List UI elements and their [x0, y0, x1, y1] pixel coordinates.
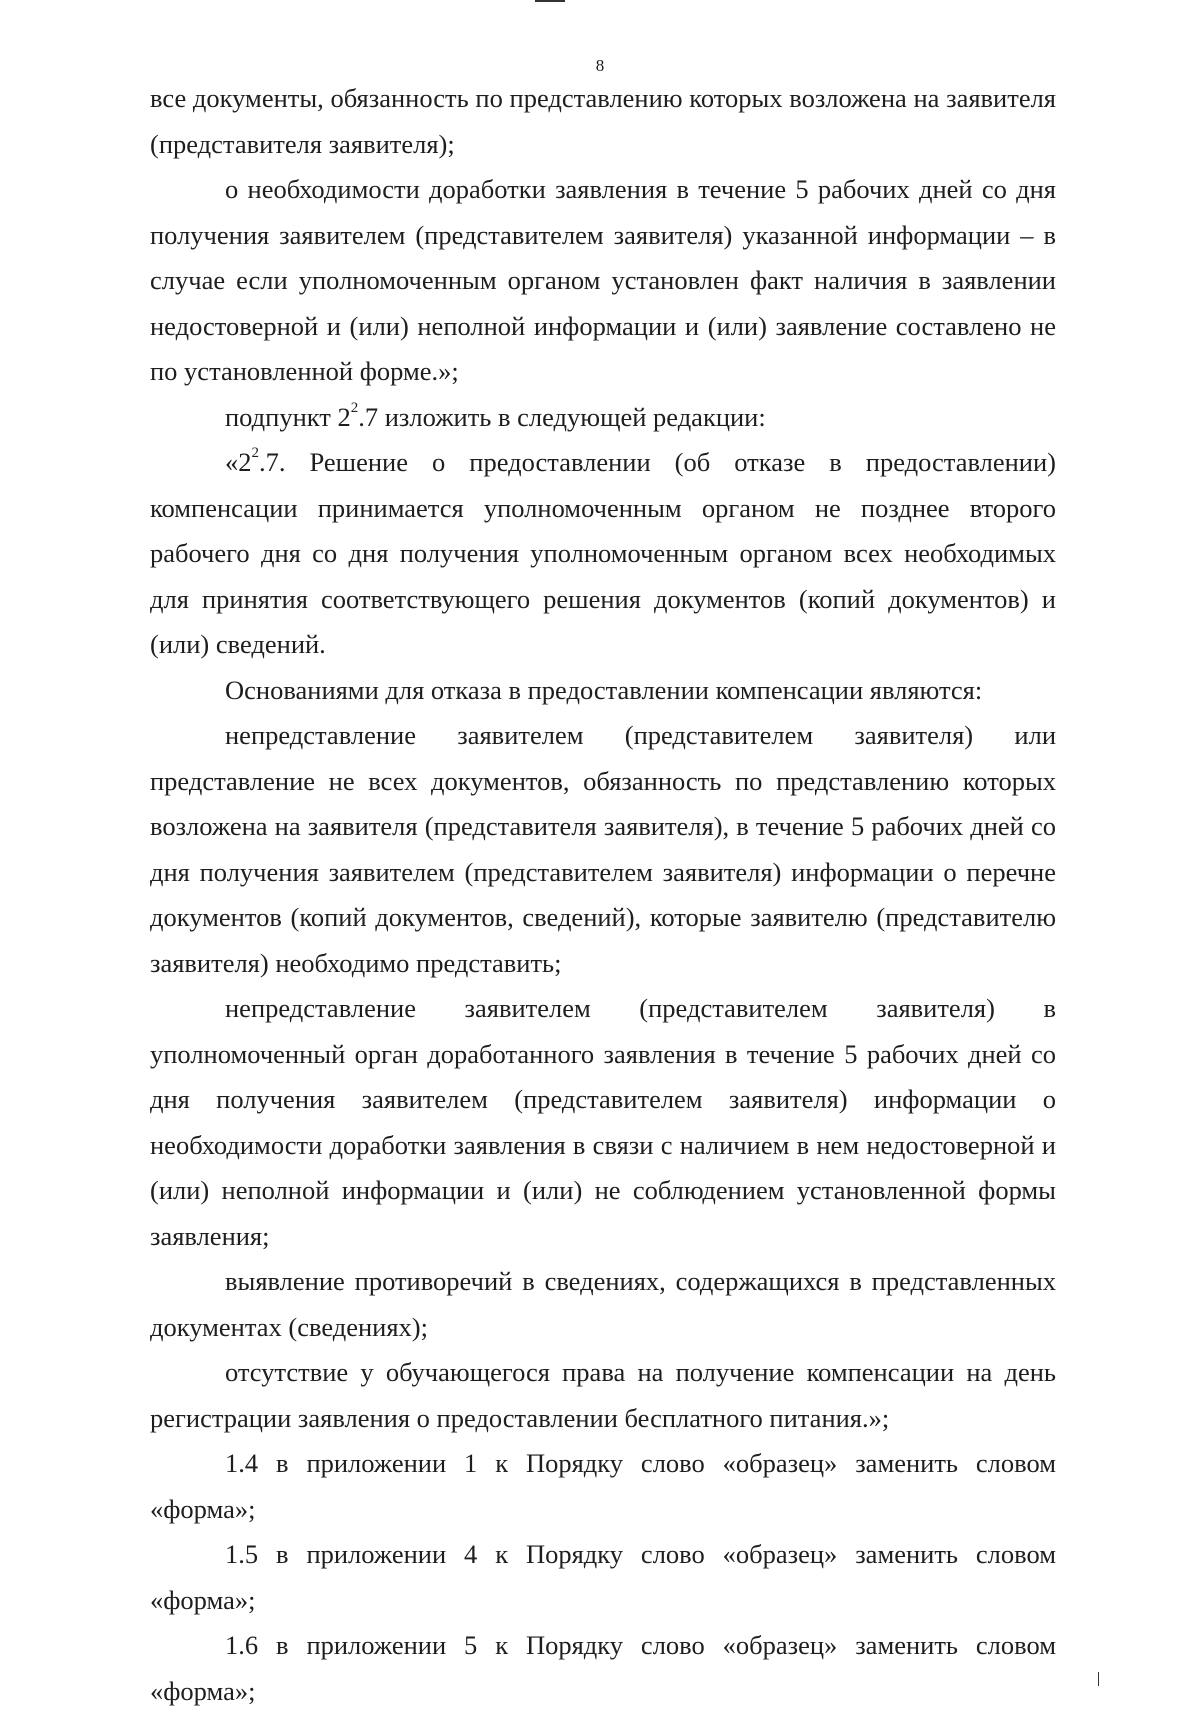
paragraph: 1.6 в приложении 5 к Порядку слово «образец» заменить словом «форма»;: [150, 1630, 1056, 1706]
paragraph: выявление противоречий в сведениях, содержащихся в представленных документах (сведениях);: [150, 1266, 1056, 1342]
paragraph-text: .7 изложить в следующей редакции:: [358, 401, 766, 432]
document-body: [150, 76, 1056, 1714]
paragraph: 1.4 в приложении 1 к Порядку слово «образец» заменить словом «форма»;: [150, 1448, 1056, 1524]
paragraph: непредставление заявителем (представителем заявителя) в уполномоченный орган доработанного заявления в течение 5 рабочих дней со дня получения заявителем (представителем заявителя) информации о необходимости доработки заявления в связи с наличием в нем недостоверной и (или) неполной информации и (или) не соблюдением установленной формы заявления;: [150, 993, 1056, 1251]
paragraph: все документы, обязанность по представлению которых возложена на заявителя (представителя заявителя);: [150, 83, 1056, 159]
paragraph-text: подпункт 2: [225, 401, 351, 432]
paragraph: отсутствие у обучающегося права на получение компенсации на день регистрации заявления о предоставлении бесплатного питания.»;: [150, 1357, 1056, 1433]
paragraph: 1.5 в приложении 4 к Порядку слово «образец» заменить словом «форма»;: [150, 1539, 1056, 1615]
paragraph: Основаниями для отказа в предоставлении компенсации являются:: [225, 674, 983, 705]
scan-artifact-top: [535, 0, 565, 2]
paragraph: [150, 440, 1056, 668]
superscript: 2: [251, 445, 259, 462]
paragraph: непредставление заявителем (представителем заявителя) или представление не всех документов, обязанность по представлению которых возложена на заявителя (представителя заявителя), в течение 5 рабочих дней со дня получения заявителем (представителем заявителя) информации о перечне документов (копий документов, сведений), которые заявителю (представителю заявителя) необходимо представить;: [150, 720, 1056, 978]
superscript: 2: [350, 399, 359, 416]
paragraph-text: «2: [225, 447, 252, 477]
paragraph-text: .7. Решение о предоставлении (об отказе в предоставлении) компенсации принимается уполномоченным органом не позднее второго рабочего дня со дня получения уполномоченным органом всех необходимых для принятия соответствующего решения документов (копий документов) и (или) сведений.: [150, 447, 1056, 659]
scan-artifact-bottom: [1098, 1672, 1099, 1686]
paragraph: [150, 395, 1056, 441]
paragraph: о необходимости доработки заявления в течение 5 рабочих дней со дня получения заявителем (представителем заявителя) указанной информации – в случае если уполномоченным органом установлен факт наличия в заявлении недостоверной и (или) неполной информации и (или) заявление составлено не по установленной форме.»;: [150, 174, 1056, 386]
page-number: 8: [595, 56, 605, 75]
